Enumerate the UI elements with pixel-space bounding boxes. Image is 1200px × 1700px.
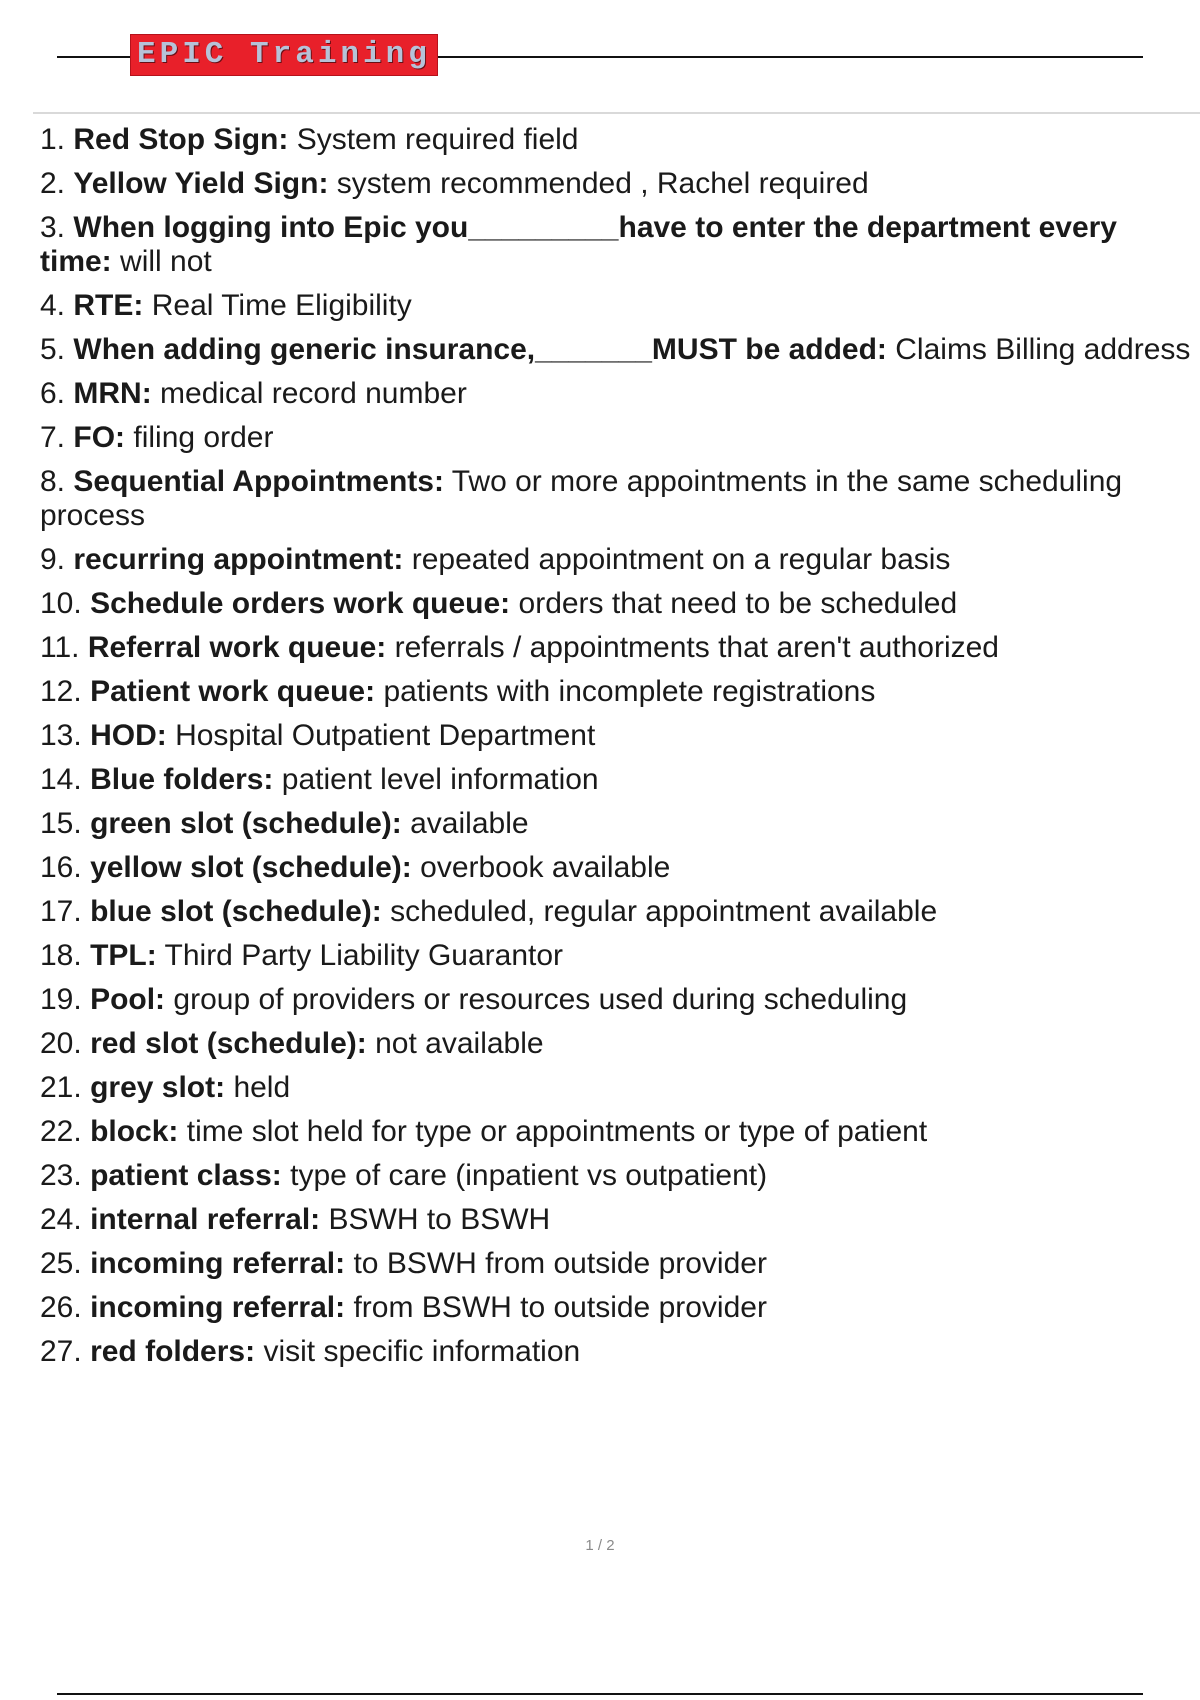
- item-number: 26.: [40, 1291, 82, 1324]
- flashcard-item: [40, 206, 1195, 284]
- item-number: 13.: [40, 719, 82, 752]
- flashcard-item: [40, 416, 1195, 460]
- item-definition: to BSWH from outside provider: [353, 1247, 767, 1280]
- item-number: 1.: [40, 123, 66, 156]
- item-number: 12.: [40, 675, 82, 708]
- item-number: 9.: [40, 543, 66, 576]
- item-definition: will not: [120, 245, 212, 278]
- item-term: Yellow Yield Sign:: [73, 167, 329, 200]
- flashcard-item: [40, 162, 1195, 206]
- item-number: 4.: [40, 289, 66, 322]
- item-term: patient class:: [90, 1159, 282, 1192]
- flashcard-item: [40, 538, 1195, 582]
- flashcard-item: [40, 802, 1195, 846]
- item-definition: visit specific information: [263, 1335, 581, 1368]
- item-definition: patients with incomplete registrations: [383, 675, 876, 708]
- flashcard-item: [40, 1110, 1195, 1154]
- flashcard-item: [40, 1022, 1195, 1066]
- item-definition: Hospital Outpatient Department: [175, 719, 596, 752]
- item-term: RTE:: [73, 289, 144, 322]
- item-number: 2.: [40, 167, 66, 200]
- item-number: 19.: [40, 983, 82, 1016]
- item-definition: patient level information: [281, 763, 599, 796]
- item-term: block:: [90, 1115, 179, 1148]
- item-definition: scheduled, regular appointment available: [390, 895, 938, 928]
- item-number: 21.: [40, 1071, 82, 1104]
- item-definition: overbook available: [420, 851, 671, 884]
- item-term: HOD:: [90, 719, 167, 752]
- item-definition: type of care (inpatient vs outpatient): [290, 1159, 768, 1192]
- item-term: Sequential Appointments:: [73, 465, 444, 498]
- item-number: 16.: [40, 851, 82, 884]
- header-divider: [33, 112, 1200, 114]
- item-definition: System required field: [296, 123, 579, 156]
- flashcard-item: [40, 758, 1195, 802]
- item-term: FO:: [73, 421, 126, 454]
- item-number: 6.: [40, 377, 66, 410]
- item-number: 15.: [40, 807, 82, 840]
- item-number: 20.: [40, 1027, 82, 1060]
- item-number: 27.: [40, 1335, 82, 1368]
- flashcard-item: [40, 934, 1195, 978]
- item-definition: held: [233, 1071, 291, 1104]
- flashcard-item: [40, 890, 1195, 934]
- flashcard-list: [40, 118, 1195, 1374]
- item-term: internal referral:: [90, 1203, 321, 1236]
- flashcard-item: [40, 846, 1195, 890]
- item-number: 14.: [40, 763, 82, 796]
- item-term: Patient work queue:: [90, 675, 376, 708]
- item-number: 10.: [40, 587, 82, 620]
- item-term: yellow slot (schedule):: [90, 851, 412, 884]
- flashcard-item: [40, 1066, 1195, 1110]
- item-definition: not available: [375, 1027, 544, 1060]
- item-definition: group of providers or resources used during scheduling: [173, 983, 908, 1016]
- item-number: 18.: [40, 939, 82, 972]
- item-number: 25.: [40, 1247, 82, 1280]
- item-number: 7.: [40, 421, 66, 454]
- flashcard-item: [40, 1198, 1195, 1242]
- item-number: 24.: [40, 1203, 82, 1236]
- item-definition: Claims Billing address: [895, 333, 1191, 366]
- flashcard-item: [40, 1242, 1195, 1286]
- item-definition: filing order: [133, 421, 274, 454]
- item-definition: system recommended , Rachel required: [336, 167, 869, 200]
- item-term: red folders:: [90, 1335, 256, 1368]
- item-number: 22.: [40, 1115, 82, 1148]
- item-number: 8.: [40, 465, 66, 498]
- item-definition: available: [410, 807, 529, 840]
- item-term: When logging into Epic you_________have to enter the department every time:: [40, 211, 1117, 278]
- flashcard-item: [40, 714, 1195, 758]
- item-term: Blue folders:: [90, 763, 274, 796]
- item-term: red slot (schedule):: [90, 1027, 367, 1060]
- page-number: 1 / 2: [585, 1537, 615, 1554]
- footer-rule: [57, 1693, 1143, 1695]
- flashcard-item: [40, 1330, 1195, 1374]
- item-definition: Real Time Eligibility: [151, 289, 412, 322]
- item-definition: referrals / appointments that aren't authorized: [394, 631, 999, 664]
- item-term: Red Stop Sign:: [73, 123, 289, 156]
- item-term: green slot (schedule):: [90, 807, 402, 840]
- item-definition: Two or more appointments in the same scheduling process: [40, 465, 1123, 532]
- page-header: [57, 34, 1143, 74]
- item-term: grey slot:: [90, 1071, 226, 1104]
- item-definition: medical record number: [160, 377, 467, 410]
- item-number: 11.: [40, 631, 80, 664]
- flashcard-item: [40, 582, 1195, 626]
- item-number: 17.: [40, 895, 82, 928]
- item-term: Referral work queue:: [87, 631, 387, 664]
- item-number: 23.: [40, 1159, 82, 1192]
- flashcard-item: [40, 626, 1195, 670]
- flashcard-item: [40, 978, 1195, 1022]
- flashcard-item: [40, 460, 1195, 538]
- item-term: Pool:: [90, 983, 166, 1016]
- item-term: TPL:: [90, 939, 157, 972]
- flashcard-item: [40, 1286, 1195, 1330]
- item-definition: repeated appointment on a regular basis: [411, 543, 951, 576]
- item-definition: BSWH to BSWH: [328, 1203, 551, 1236]
- flashcard-item: [40, 670, 1195, 714]
- item-definition: time slot held for type or appointments or type of patient: [186, 1115, 928, 1148]
- item-term: When adding generic insurance,_______MUST be added:: [73, 333, 887, 366]
- item-definition: from BSWH to outside provider: [353, 1291, 767, 1324]
- flashcard-item: [40, 284, 1195, 328]
- item-term: Schedule orders work queue:: [90, 587, 511, 620]
- item-term: recurring appointment:: [73, 543, 404, 576]
- item-term: MRN:: [73, 377, 152, 410]
- epic-training-badge: EPIC Training: [130, 34, 438, 76]
- item-term: incoming referral:: [90, 1291, 346, 1324]
- item-definition: Third Party Liability Guarantor: [164, 939, 564, 972]
- item-term: incoming referral:: [90, 1247, 346, 1280]
- flashcard-item: [40, 372, 1195, 416]
- item-number: 5.: [40, 333, 66, 366]
- item-number: 3.: [40, 211, 66, 244]
- item-definition: orders that need to be scheduled: [518, 587, 958, 620]
- flashcard-item: [40, 1154, 1195, 1198]
- flashcard-item: [40, 118, 1195, 162]
- flashcard-item: [40, 328, 1195, 372]
- item-term: blue slot (schedule):: [90, 895, 382, 928]
